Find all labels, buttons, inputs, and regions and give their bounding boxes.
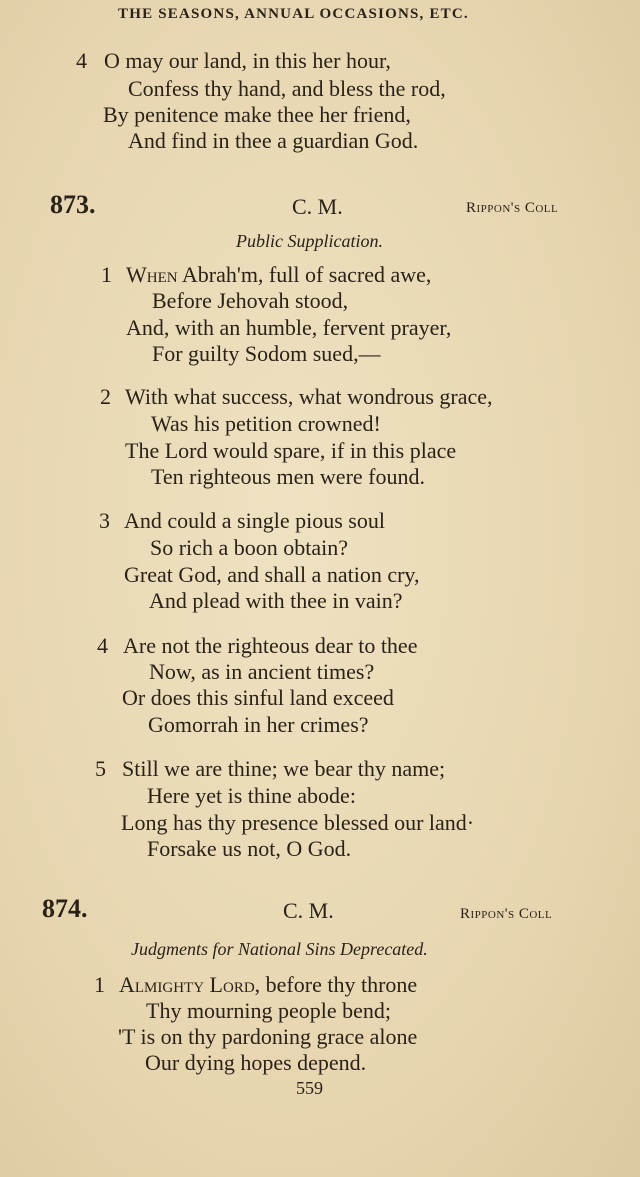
verse-line: With what success, what wondrous grace, [125, 384, 493, 409]
verse-number: 1 [94, 972, 105, 997]
verse-number: 4 [76, 48, 87, 73]
verse-line: Long has thy presence blessed our land· [121, 810, 475, 835]
verse-line: Was his petition crowned! [151, 411, 381, 436]
hymn-source: Rippon's Coll [466, 200, 559, 216]
verse-line: Ten righteous men were found. [151, 464, 425, 489]
page-number: 559 [296, 1078, 323, 1098]
hymn-number: 873. [50, 190, 96, 219]
verse-line: And find in thee a guardian God. [128, 128, 419, 153]
running-head: THE SEASONS, ANNUAL OCCASIONS, ETC. [118, 6, 469, 22]
verse-line: Before Jehovah stood, [152, 288, 349, 313]
hymn-source: Rippon's Coll [460, 906, 553, 922]
verse-number: 5 [95, 756, 106, 781]
verse-line: Now, as in ancient times? [149, 659, 375, 684]
verse-initial-word: Almighty Lord [119, 972, 255, 997]
verse-line: Or does this sinful land exceed [122, 685, 394, 710]
verse-line-rest: , before thy throne [254, 972, 418, 997]
verse-line: 'T is on thy pardoning grace alone [118, 1024, 418, 1049]
verse-line-rest: Abrah'm, full of sacred awe, [177, 262, 432, 287]
hymn-number: 874. [42, 894, 88, 923]
verse-line: Are not the righteous dear to thee [123, 633, 418, 658]
verse-line: And could a single pious soul [124, 508, 385, 533]
verse-number: 1 [101, 262, 112, 287]
verse-number: 2 [100, 384, 111, 409]
verse-line: Still we are thine; we bear thy name; [122, 756, 446, 781]
verse-line: For guilty Sodom sued,— [152, 341, 381, 366]
hymn-meter: C. M. [283, 898, 334, 923]
verse-line: And, with an humble, fervent prayer, [126, 315, 452, 340]
verse-line: Great God, and shall a nation cry, [124, 562, 420, 587]
verse-number: 4 [97, 633, 108, 658]
verse-line: Here yet is thine abode: [147, 783, 356, 808]
verse-number: 3 [99, 508, 110, 533]
verse-line: The Lord would spare, if in this place [125, 438, 457, 463]
verse-line: Forsake us not, O God. [147, 836, 352, 861]
verse-line: O may our land, in this her hour, [104, 48, 391, 73]
verse-line: So rich a boon obtain? [150, 535, 348, 560]
verse-line: By penitence make thee her friend, [103, 102, 411, 127]
hymn-meter: C. M. [292, 194, 343, 219]
hymn-subject: Judgments for National Sins Deprecated. [131, 939, 428, 959]
verse-line: Thy mourning people bend; [146, 998, 392, 1023]
verse-line [126, 262, 431, 288]
verse-line: Our dying hopes depend. [145, 1050, 367, 1075]
hymn-subject: Public Supplication. [236, 231, 383, 251]
verse-line: And plead with thee in vain? [149, 588, 403, 613]
verse-line [119, 972, 417, 998]
verse-line: Gomorrah in her crimes? [148, 712, 369, 737]
verse-line: Confess thy hand, and bless the rod, [128, 76, 446, 101]
verse-initial-word: When [126, 262, 178, 287]
